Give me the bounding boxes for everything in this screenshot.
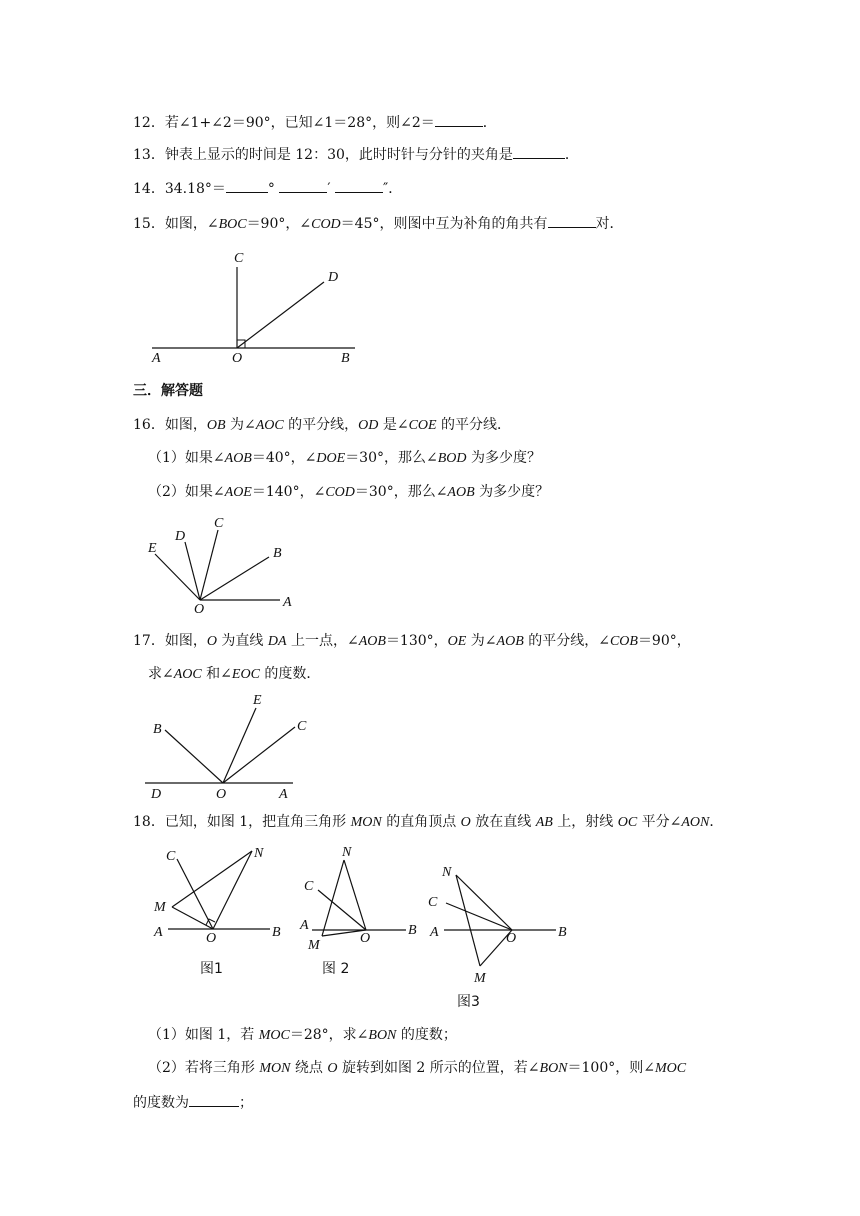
q14-second-blank[interactable]	[335, 178, 383, 193]
q16s2-var-aoe: AOE	[224, 485, 252, 500]
q18s1-e: 的度数；	[396, 1027, 457, 1043]
q17-l2c: 和∠	[201, 666, 232, 682]
label-n: N	[342, 845, 352, 860]
q17-d: ＝130°，	[385, 633, 448, 649]
q12-number: 12．	[133, 115, 165, 131]
q12-tail: ．	[482, 115, 497, 131]
q17-var-aob: AOB	[358, 634, 386, 649]
q16-text-e: 的平分线．	[436, 417, 512, 433]
label-c: C	[234, 251, 244, 266]
q17-var-oe: OE	[447, 634, 467, 649]
label-a: A	[152, 351, 161, 366]
label-o: O	[360, 931, 371, 946]
q16s1-a: （1）如果∠	[148, 450, 225, 466]
q16s2-a: （2）如果∠	[148, 484, 225, 500]
caption-fig1: 图1	[200, 961, 223, 977]
ray-od	[185, 542, 200, 600]
label-a: A	[154, 925, 163, 940]
side-mn	[322, 860, 344, 936]
q16-subquestion-1	[148, 448, 541, 469]
label-m: M	[154, 900, 166, 915]
q16-text-a: 如图，	[164, 417, 207, 433]
label-m: M	[308, 938, 320, 953]
q17-l2a: 求∠	[148, 666, 174, 682]
q14-degree-blank[interactable]	[226, 178, 268, 193]
label-a: A	[430, 925, 439, 940]
q17-c: 上一点，∠	[286, 633, 359, 649]
q16-number: 16．	[133, 417, 165, 433]
q14-degree-unit: °	[267, 181, 275, 197]
label-c: C	[166, 849, 176, 864]
q18s2-tail: ；	[239, 1095, 253, 1111]
q17-a: 如图，	[164, 633, 207, 649]
question-17	[133, 631, 691, 652]
q18-number: 18．	[133, 814, 165, 830]
q18-var-mon: MON	[350, 815, 382, 830]
q18s1-var-moc: MOC	[258, 1028, 290, 1043]
q18-subquestion-2-line-2	[133, 1092, 253, 1113]
q18s2-e: 旋转到如图 2 所示的位置，若∠	[337, 1060, 540, 1076]
label-e: E	[148, 541, 157, 556]
side-on	[344, 860, 366, 930]
question-16	[133, 415, 511, 436]
q18s2-answer-blank[interactable]	[189, 1092, 239, 1107]
label-b: B	[558, 925, 567, 940]
q16-var-aoc: AOC	[255, 418, 284, 433]
q15-answer-blank[interactable]	[548, 213, 596, 228]
q16-var-ob: OB	[206, 418, 226, 433]
label-a: A	[283, 595, 292, 610]
label-c: C	[428, 895, 438, 910]
q16s1-c: ＝40°，∠	[251, 450, 317, 466]
figure-q16	[143, 512, 303, 615]
q18s2-var-bon: BON	[539, 1061, 568, 1076]
q14-minute-blank[interactable]	[279, 178, 327, 193]
q15-text-b: ＝90°，∠	[246, 216, 312, 232]
ray-oc	[223, 727, 295, 783]
label-o: O	[206, 931, 217, 946]
side-on	[213, 851, 252, 929]
q16s1-var-bod: BOD	[437, 451, 467, 466]
q18s2-g: ＝100°，则∠	[567, 1060, 655, 1076]
q12-text: 若∠1+∠2＝90°，已知∠1＝28°，则∠2＝	[164, 115, 435, 131]
q17-var-cob: COB	[609, 634, 638, 649]
figure-q15	[150, 245, 365, 370]
q16s2-var-aob: AOB	[447, 485, 475, 500]
section-heading: 三．解答题	[133, 383, 203, 399]
label-a: A	[279, 787, 288, 802]
q16-subquestion-2	[148, 482, 549, 503]
q16s2-g: 为多少度？	[474, 484, 550, 500]
label-b: B	[153, 722, 162, 737]
q16s1-g: 为多少度？	[466, 450, 541, 466]
question-15	[133, 213, 624, 235]
q13-answer-blank[interactable]	[513, 144, 565, 159]
q15-text-a: 如图，∠	[164, 216, 219, 232]
q13-number: 13．	[133, 147, 165, 163]
question-12	[133, 112, 497, 133]
q15-tail: 对．	[595, 216, 624, 232]
label-e: E	[253, 693, 262, 708]
q17-f: 的平分线，∠	[523, 633, 610, 649]
label-b: B	[341, 351, 350, 366]
q14-minute-unit: ′	[327, 181, 331, 197]
q17-var-da: DA	[267, 634, 287, 649]
ray-oc	[200, 530, 218, 600]
label-c: C	[297, 719, 307, 734]
q18s1-a: （1）如图 1，若	[148, 1027, 259, 1043]
caption-fig3: 图3	[457, 994, 480, 1010]
q16-var-od: OD	[358, 418, 379, 433]
label-o: O	[216, 787, 227, 802]
label-o: O	[232, 351, 243, 366]
side-mn	[172, 851, 252, 907]
ray-oe	[155, 554, 200, 600]
label-c: C	[214, 516, 224, 531]
q15-number: 15．	[133, 216, 165, 232]
label-b: B	[272, 925, 281, 940]
q16s2-var-cod: COD	[325, 485, 355, 500]
ray-oc	[177, 859, 213, 929]
q18-a: 已知，如图 1，把直角三角形	[164, 814, 351, 830]
question-14	[133, 178, 402, 199]
q16s1-var-aob: AOB	[224, 451, 252, 466]
q13-text: 钟表上显示的时间是 12：30，此时时针与分针的夹角是	[164, 147, 513, 163]
q15-text-c: ＝45°，则图中互为补角的角共有	[340, 216, 548, 232]
q18-var-aon: AON	[681, 815, 710, 830]
q18s2-var-mon: MON	[259, 1061, 291, 1076]
q18s2-var-o: O	[327, 1061, 338, 1076]
q16-text-d: 是∠	[378, 417, 409, 433]
q18-f: ．	[709, 814, 724, 830]
q18s1-var-bon: BON	[368, 1028, 397, 1043]
q17-number: 17．	[133, 633, 165, 649]
caption-fig2: 图 2	[322, 961, 350, 977]
q18-b: 的直角顶点	[381, 814, 461, 830]
figure-q18-2	[296, 838, 426, 980]
q15-var-boc: BOC	[218, 217, 247, 232]
side-on	[456, 875, 512, 930]
q18-var-o: O	[460, 815, 471, 830]
q18s2-var-moc: MOC	[654, 1061, 687, 1076]
q18-subquestion-1	[148, 1025, 457, 1046]
figure-q18-3	[426, 858, 576, 1014]
q18-subquestion-2	[148, 1058, 686, 1079]
q14-second-unit: ″．	[383, 181, 403, 197]
q17-var-aoc: AOC	[173, 667, 202, 682]
label-o: O	[506, 931, 517, 946]
label-b: B	[408, 923, 417, 938]
q17-g: ＝90°，	[637, 633, 691, 649]
label-n: N	[254, 846, 264, 861]
q18s2-a: （2）若将三角形	[148, 1060, 260, 1076]
label-d: D	[151, 787, 162, 802]
q17-e: 为∠	[466, 633, 497, 649]
q16-text-b: 为∠	[225, 417, 256, 433]
q17-var-eoc: EOC	[231, 667, 260, 682]
question-17-line-2	[148, 664, 320, 685]
q14-text: 34.18°＝	[164, 181, 226, 197]
label-n: N	[442, 865, 452, 880]
q18-d: 上，射线	[552, 814, 618, 830]
q16s2-c: ＝140°，∠	[251, 484, 326, 500]
q15-var-cod: COD	[311, 217, 341, 232]
q12-answer-blank[interactable]	[435, 112, 483, 127]
ray-oc	[446, 903, 512, 930]
q18-var-oc: OC	[617, 815, 638, 830]
ray-od	[237, 282, 324, 348]
label-m: M	[474, 971, 486, 986]
q16-text-c: 的平分线，	[283, 417, 359, 433]
label-c: C	[304, 879, 314, 894]
q16s1-e: ＝30°，那么∠	[345, 450, 438, 466]
label-d: D	[175, 529, 186, 544]
q17-var-o: O	[206, 634, 217, 649]
q16s1-var-doe: DOE	[316, 451, 346, 466]
ray-ob	[165, 730, 223, 783]
q16s2-e: ＝30°，那么∠	[354, 484, 448, 500]
q18-e: 平分∠	[637, 814, 682, 830]
label-o: O	[194, 602, 205, 617]
side-mn	[456, 875, 480, 966]
ray-oe	[223, 708, 256, 783]
figure-q17	[143, 690, 307, 802]
label-a: A	[300, 918, 309, 933]
q17-l2e: 的度数．	[259, 666, 321, 682]
question-18	[133, 812, 723, 833]
q18s1-c: ＝28°，求∠	[289, 1027, 369, 1043]
q18s2-c: 绕点	[290, 1060, 328, 1076]
label-d: D	[328, 270, 339, 285]
q16-var-coe: COE	[408, 418, 437, 433]
q17-b: 为直线	[216, 633, 268, 649]
q18-c: 放在直线	[470, 814, 536, 830]
q18s2-line2-text: 的度数为	[133, 1095, 189, 1111]
figure-q18-1	[148, 838, 293, 980]
question-13	[133, 144, 579, 165]
label-b: B	[273, 546, 282, 561]
ray-ob	[200, 557, 269, 600]
q18-var-ab: AB	[535, 815, 553, 830]
q14-number: 14．	[133, 181, 165, 197]
q17-var-aob-2: AOB	[496, 634, 524, 649]
q13-tail: ．	[564, 147, 579, 163]
